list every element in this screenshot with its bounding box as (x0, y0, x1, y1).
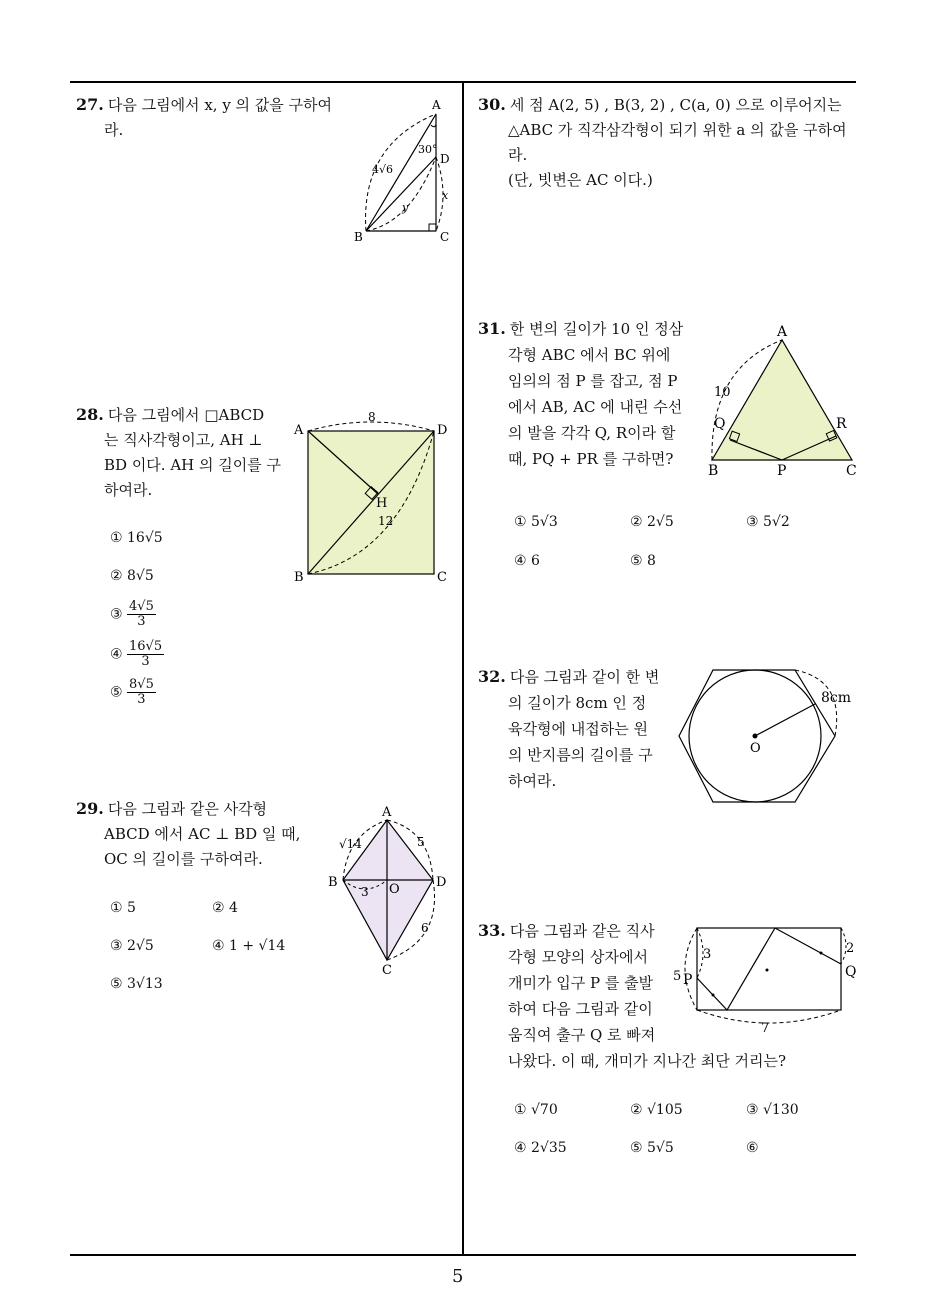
problem-29 (76, 796, 316, 872)
choice-mark: ⑤ (110, 684, 123, 701)
problem-number: 29. (76, 799, 104, 818)
label-diag: 12 (378, 514, 394, 528)
problem-text: 나왔다. 이 때, 개미가 지나간 최단 거리는? (508, 1052, 787, 1070)
choice-1[interactable] (110, 900, 136, 916)
problem-27 (76, 92, 346, 143)
label-angle: 30° (418, 143, 438, 156)
problem-text: 의 길이가 8cm 인 정 (508, 694, 647, 712)
choice-text: 8√5 (127, 568, 154, 584)
problem-text: ABCD 에서 AC ⊥ BD 일 때, (104, 825, 301, 843)
choice-mark: ④ (514, 553, 527, 569)
choice-5[interactable] (110, 976, 163, 992)
label-o: O (750, 741, 761, 756)
figure-32 (675, 660, 860, 810)
problem-number: 27. (76, 95, 104, 114)
choice-3[interactable] (746, 1102, 799, 1118)
problem-text: 다음 그림과 같이 한 변 (509, 668, 660, 686)
label-dc: 6 (421, 921, 429, 935)
page-number: 5 (452, 1266, 464, 1287)
problem-text: 임의의 점 P 를 잡고, 점 P (508, 372, 678, 390)
choice-text: √105 (647, 1102, 683, 1118)
choice-mark: ① (110, 900, 123, 916)
label-c: C (437, 570, 447, 585)
problem-text: 각형 ABC 에서 BC 위에 (508, 346, 671, 364)
label-a: A (382, 805, 392, 820)
choice-text: √130 (763, 1102, 799, 1118)
denominator: 3 (137, 614, 146, 629)
figure-27 (340, 95, 460, 245)
choice-4[interactable] (212, 938, 285, 954)
label-c: C (846, 463, 857, 479)
choice-mark: ⑤ (110, 976, 123, 992)
label-p: P (777, 463, 787, 479)
choice-5[interactable] (110, 678, 156, 707)
fraction (127, 678, 156, 707)
problem-text: OC 의 길이를 구하여라. (104, 850, 263, 868)
problem-text: 다음 그림에서 □ABCD (107, 406, 265, 424)
problem-32 (478, 664, 678, 794)
label-d: D (440, 152, 450, 166)
denominator: 3 (141, 654, 150, 669)
problem-30 (478, 92, 858, 193)
numerator: 8√5 (129, 677, 154, 692)
figure-28 (290, 405, 460, 590)
problem-text: 움직여 출구 Q 로 빠져 (508, 1026, 656, 1044)
problem-text: 하여라. (508, 772, 557, 790)
choice-mark: ③ (110, 938, 123, 954)
choice-text: 8 (647, 553, 656, 569)
figure-29 (325, 800, 455, 980)
label-side: 10 (714, 385, 731, 400)
choice-mark: ④ (212, 938, 225, 954)
choice-mark: ③ (746, 514, 759, 530)
problem-text: △ABC 가 직각삼각형이 되기 위한 a 의 값을 구하여 (508, 121, 847, 139)
choice-mark: ⑤ (630, 1140, 643, 1156)
label-side: 8cm (821, 690, 852, 706)
figure-33 (665, 918, 865, 1043)
choice-4[interactable] (110, 640, 164, 669)
problem-text: 각형 모양의 상자에서 (508, 948, 648, 966)
problem-text: 하여라. (104, 481, 153, 499)
choice-4[interactable] (514, 1140, 567, 1156)
label-c: C (440, 230, 450, 244)
choice-1[interactable] (514, 514, 558, 530)
label-p-offset: 3 (703, 947, 712, 962)
choice-text: 2√35 (531, 1140, 567, 1156)
choice-mark: ③ (110, 606, 123, 623)
problem-text: 의 발을 각각 Q, R이라 할 (508, 424, 676, 442)
choice-3[interactable] (746, 514, 790, 530)
choice-mark: ② (630, 1102, 643, 1118)
choice-mark: ① (514, 514, 527, 530)
choice-6[interactable] (746, 1140, 759, 1156)
problem-text: 세 점 A(2, 5) , B(3, 2) , C(a, 0) 으로 이루어지는 (509, 96, 842, 114)
choice-mark: ⑤ (630, 553, 643, 569)
choice-text: 4 (229, 900, 238, 916)
label-a: A (294, 423, 304, 438)
problem-text: 라. (104, 121, 124, 139)
choice-mark: ① (110, 530, 123, 546)
label-y: y (402, 201, 409, 214)
problem-text: 는 직사각형이고, AH ⊥ (104, 431, 263, 449)
choice-mark: ② (110, 568, 123, 584)
choice-mark: ② (212, 900, 225, 916)
choice-mark: ① (514, 1102, 527, 1118)
choice-text: √70 (531, 1102, 558, 1118)
choice-3[interactable] (110, 938, 154, 954)
label-ab: √14 (339, 837, 362, 851)
problem-text: 때, PQ + PR 를 구하면? (508, 450, 674, 468)
label-q: Q (845, 964, 857, 980)
problem-31 (478, 316, 693, 472)
choice-text: 5√5 (647, 1140, 674, 1156)
label-b: B (354, 230, 363, 244)
problem-number: 31. (478, 319, 506, 338)
numerator: 16√5 (129, 639, 163, 654)
label-q: Q (714, 416, 726, 432)
denominator: 3 (137, 692, 146, 707)
choice-text: 2√5 (127, 938, 154, 954)
label-c: C (382, 963, 392, 978)
problem-number: 30. (478, 95, 506, 114)
label-h: 5 (673, 969, 682, 984)
problem-text: 에서 AB, AC 에 내린 수선 (508, 398, 683, 416)
problem-text: 한 변의 길이가 10 인 정삼 (509, 320, 684, 338)
problem-text: 다음 그림과 같은 직사 (509, 922, 655, 940)
label-x: x (442, 189, 449, 202)
fraction (127, 640, 164, 669)
label-p: P (683, 972, 693, 988)
bottom-rule (70, 1254, 856, 1256)
choice-1[interactable] (110, 530, 163, 546)
column-divider (462, 83, 464, 1256)
problem-text: 다음 그림에서 x, y 의 값을 구하여 (107, 96, 333, 114)
problem-text: 다음 그림과 같은 사각형 (107, 800, 268, 818)
fraction (127, 600, 156, 629)
label-q-offset: 2 (846, 941, 855, 956)
problem-number: 33. (478, 921, 506, 940)
problem-text: 개미가 입구 P 를 출발 (508, 974, 654, 992)
problem-text: 의 반지름의 길이를 구 (508, 746, 653, 764)
choice-2[interactable] (212, 900, 238, 916)
choice-3[interactable] (110, 600, 156, 629)
label-a: A (432, 98, 441, 112)
choice-text: 2√5 (647, 514, 674, 530)
problem-28 (76, 402, 281, 503)
choice-mark: ② (630, 514, 643, 530)
choice-mark: ⑥ (746, 1140, 759, 1156)
label-o: O (389, 882, 400, 897)
problem-text: 하여 다음 그림과 같이 (508, 1000, 653, 1018)
choice-text: 5 (127, 900, 136, 916)
choice-text: 16√5 (127, 530, 163, 546)
label-w: 7 (761, 1021, 770, 1036)
label-b: B (328, 875, 338, 890)
choice-1[interactable] (514, 1102, 558, 1118)
choice-text: 6 (531, 553, 540, 569)
label-d: D (436, 875, 447, 890)
choice-2[interactable] (630, 1102, 683, 1118)
problem-number: 28. (76, 405, 104, 424)
choice-5[interactable] (630, 553, 656, 569)
choice-text: 1 + √14 (229, 938, 286, 954)
label-bo: 3 (361, 885, 369, 899)
problem-text: (단, 빗변은 AC 이다.) (508, 171, 653, 189)
label-top: 8 (368, 410, 376, 424)
choice-text: 5√2 (763, 514, 790, 530)
label-side: 4√6 (372, 163, 394, 176)
problem-text: 육각형에 내접하는 원 (508, 720, 648, 738)
label-h: H (376, 496, 388, 511)
label-b: B (708, 463, 719, 479)
label-r: R (836, 416, 847, 432)
problem-text: 라. (508, 146, 528, 164)
choice-5[interactable] (630, 1140, 674, 1156)
choice-2[interactable] (110, 568, 154, 584)
choice-4[interactable] (514, 553, 540, 569)
label-a: A (777, 324, 788, 340)
choice-text: 5√3 (531, 514, 558, 530)
choice-text: 3√13 (127, 976, 163, 992)
choice-mark: ④ (110, 646, 123, 663)
problem-text: BD 이다. AH 의 길이를 구 (104, 456, 282, 474)
label-ad: 5 (417, 835, 425, 849)
choice-mark: ④ (514, 1140, 527, 1156)
numerator: 4√5 (129, 599, 154, 614)
choice-2[interactable] (630, 514, 674, 530)
figure-31 (700, 318, 865, 483)
problem-number: 32. (478, 667, 506, 686)
label-b: B (294, 570, 304, 585)
choice-mark: ③ (746, 1102, 759, 1118)
label-d: D (437, 423, 448, 438)
